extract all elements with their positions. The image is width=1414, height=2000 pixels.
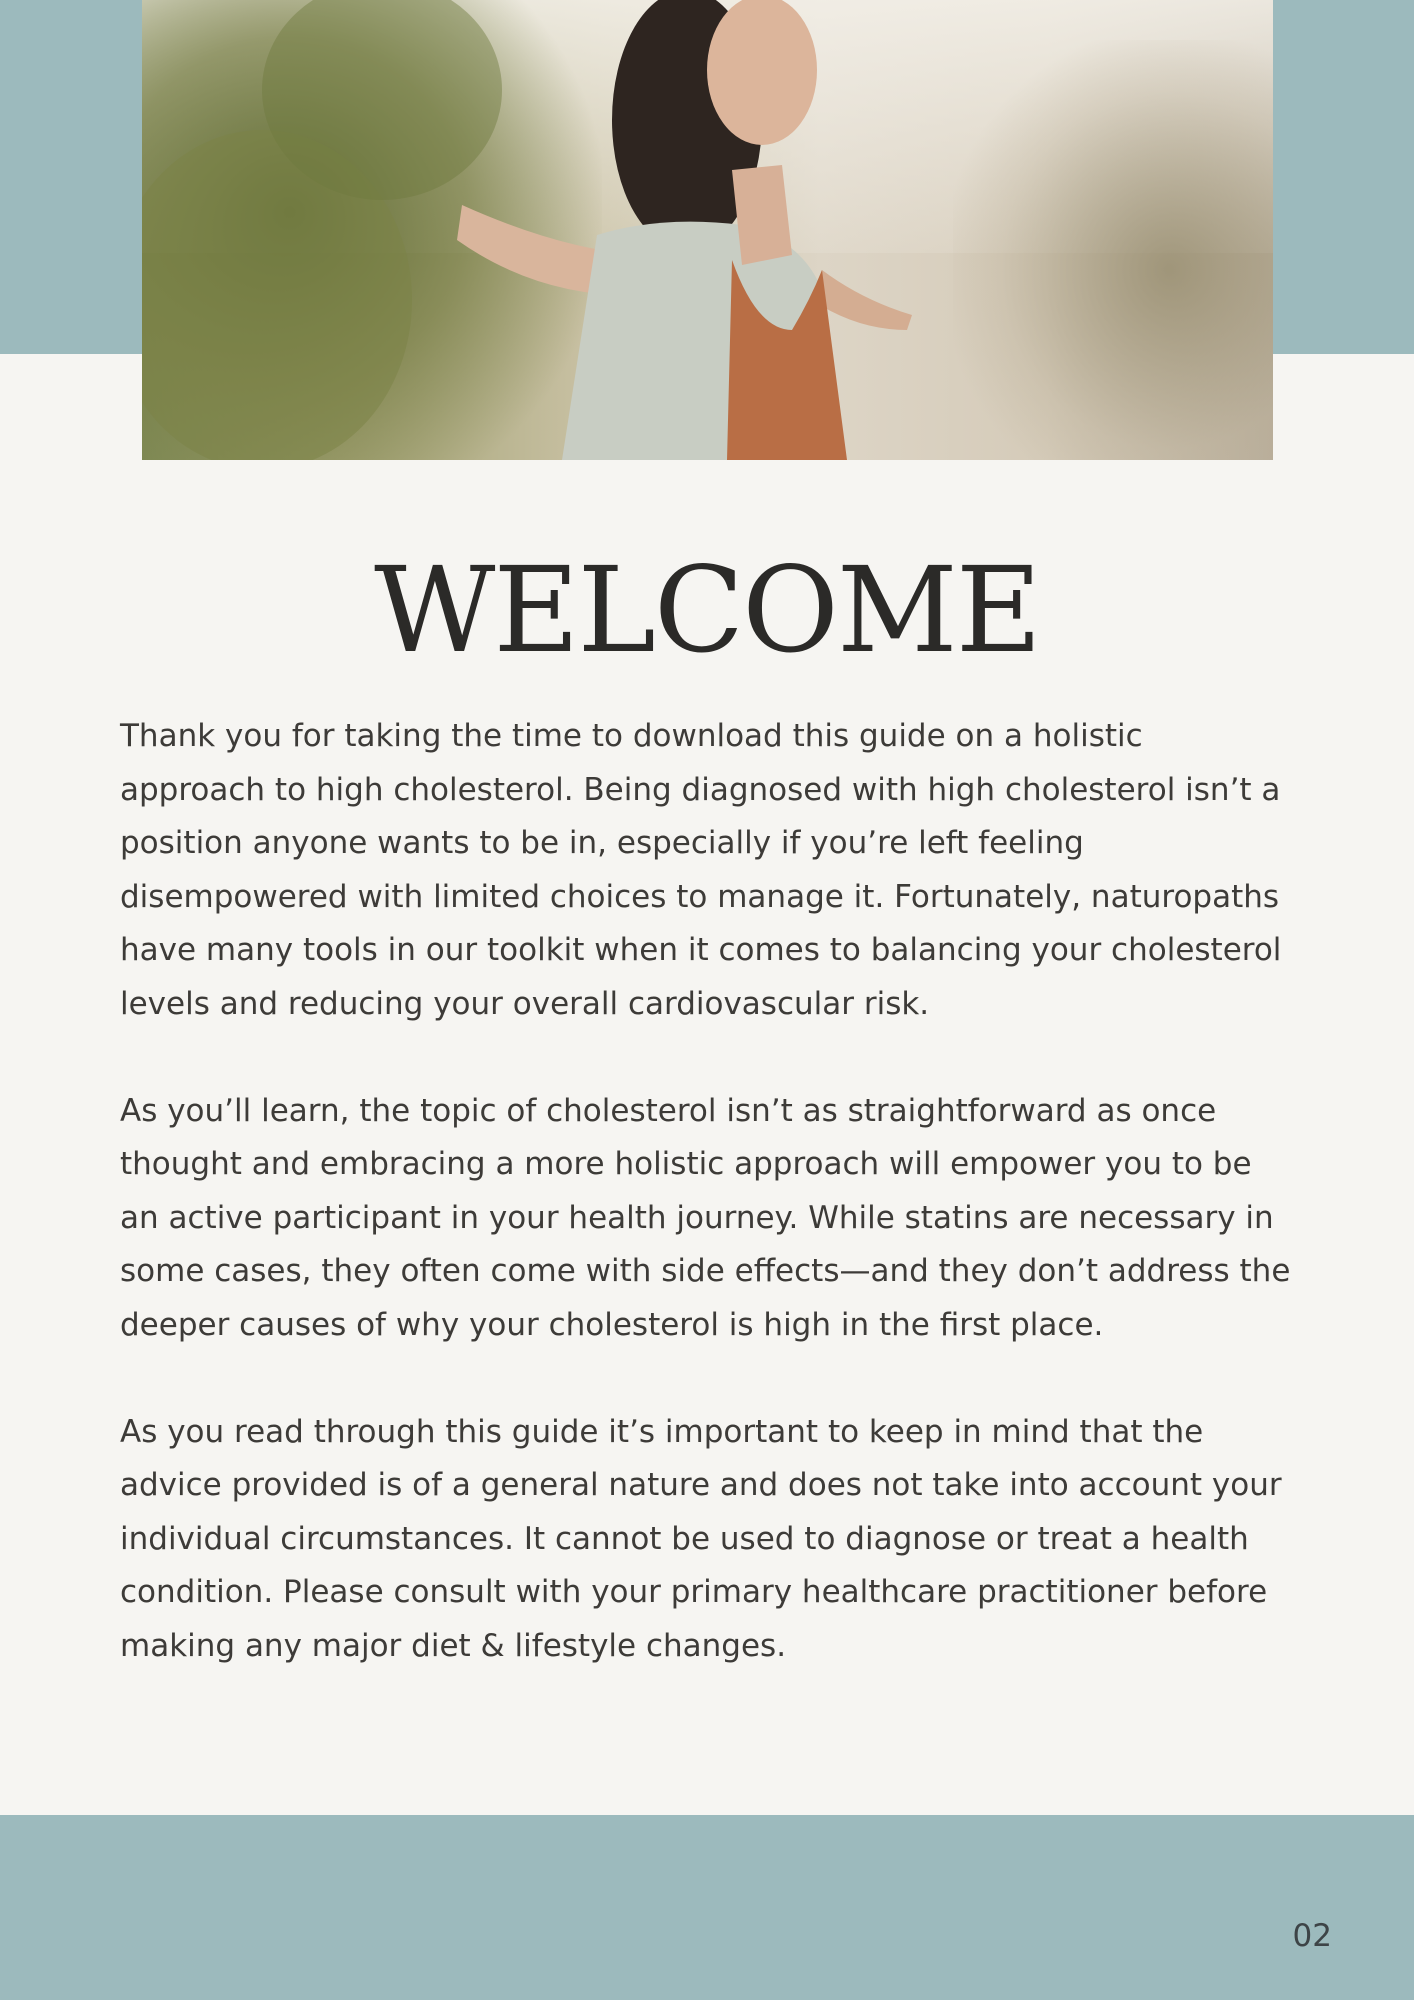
- paragraph-disclaimer: As you read through this guide it’s important to keep in mind that the advice provided is of a general nature and does not take into account your individual circumstances. It cannot be used to diagnose or treat a health condition. Please consult with your primary healthcare practitioner before making any major diet & lifestyle changes.: [120, 1413, 1282, 1664]
- hero-woman-figure: [142, 0, 1273, 460]
- body-text: [120, 710, 1295, 1727]
- hero-photo: [142, 0, 1273, 460]
- page-number: 02: [1292, 1918, 1332, 1954]
- paragraph-holistic: As you’ll learn, the topic of cholesterol isn’t as straightforward as once thought and embracing a more holistic approach will empower you to be an active participant in your health journey. While statins are necessary in some cases, they often come with side effects—and they don’t address the deeper causes of why your cholesterol is high in the first place.: [120, 1092, 1291, 1343]
- page-title: WELCOME: [374, 541, 1040, 679]
- footer-accent-band: [0, 1815, 1414, 2000]
- paragraph-intro: Thank you for taking the time to download this guide on a holistic approach to high cholesterol. Being diagnosed with high cholesterol isn’t a position anyone wants to be in, especially if you’re left feeling disempowered with limited choices to manage it. Fortunately, naturopaths have many tools in our toolkit when it comes to balancing your cholesterol levels and reducing your overall cardiovascular risk.: [120, 718, 1282, 1022]
